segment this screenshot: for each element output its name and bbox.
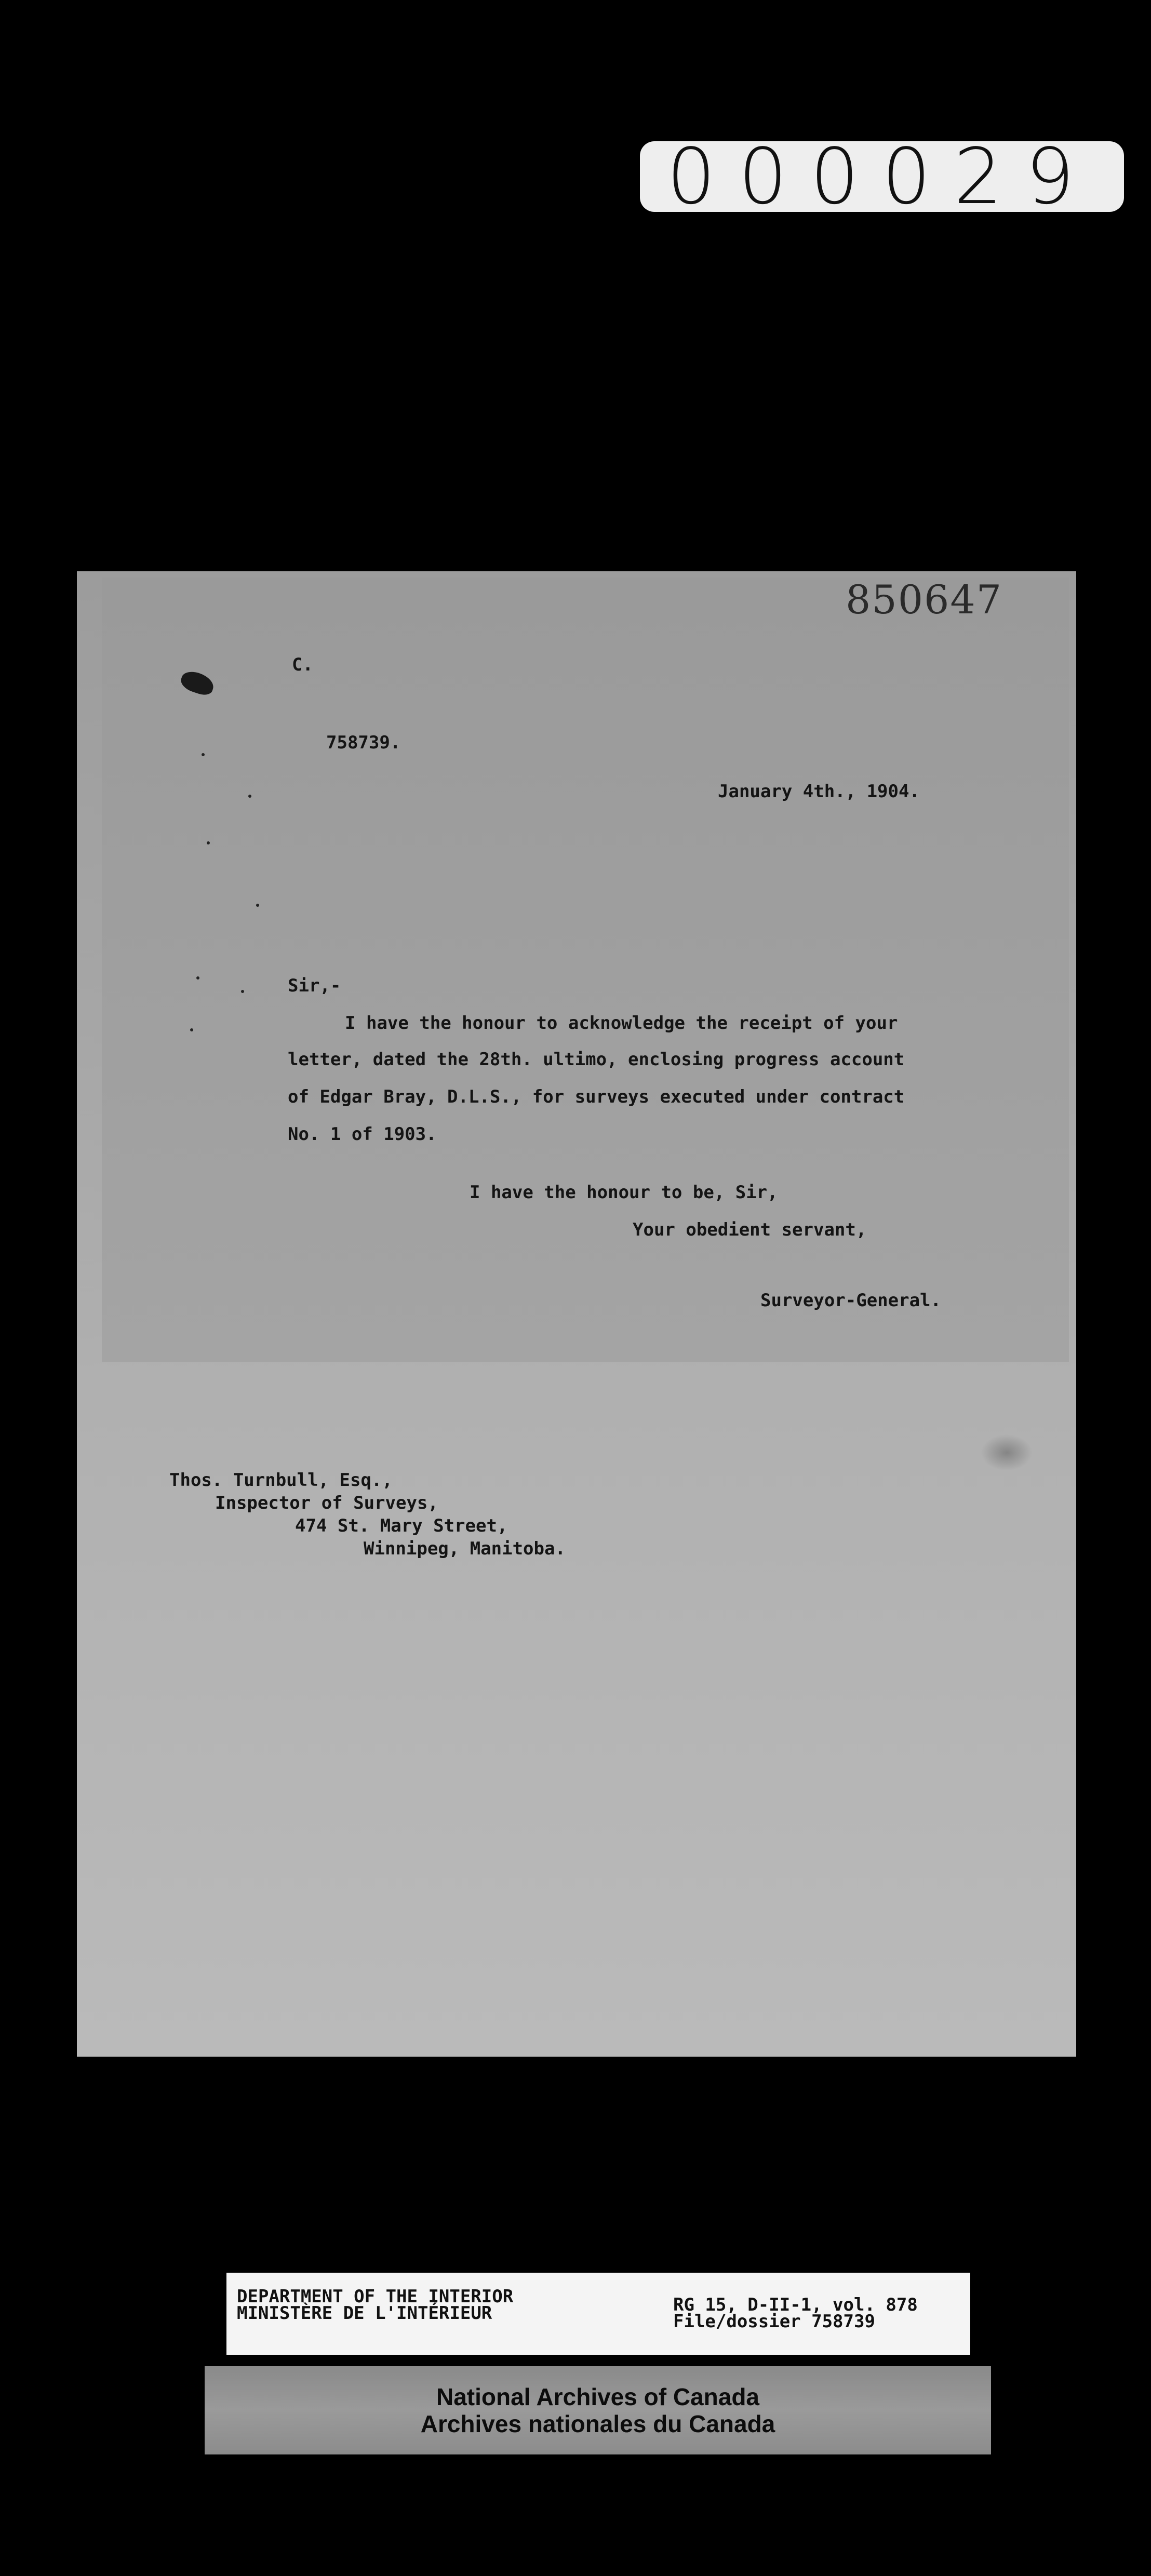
archive-reference: RG 15, D-II-1, vol. 878: [673, 2295, 918, 2315]
file-reference: File/dossier 758739: [673, 2311, 875, 2332]
archives-label: [205, 2366, 991, 2454]
addressee-street: 474 St. Mary Street,: [295, 1515, 508, 1536]
paper-speck: [241, 990, 244, 993]
body-line: of Edgar Bray, D.L.S., for surveys executed under contract: [288, 1086, 905, 1107]
closing-line: I have the honour to be, Sir,: [470, 1182, 778, 1203]
paper-speck: [196, 976, 199, 980]
paper-speck: [190, 1028, 193, 1031]
body-line: I have the honour to acknowledge the receipt of your: [345, 1013, 898, 1034]
archives-name-english: National Archives of Canada: [436, 2383, 759, 2410]
body-line: letter, dated the 28th. ultimo, enclosing progress account: [288, 1049, 905, 1070]
addressee-city: Winnipeg, Manitoba.: [364, 1538, 566, 1559]
letter-date: January 4th., 1904.: [718, 781, 920, 802]
paper-speck: [256, 904, 259, 907]
paper-speck: [248, 795, 251, 798]
department-french: MINISTÈRE DE L'INTÉRIEUR: [237, 2303, 492, 2324]
letter-paper: [77, 571, 1076, 2057]
addressee-title: Inspector of Surveys,: [215, 1493, 438, 1513]
paper-speck: [202, 753, 205, 756]
paper-blot: [981, 1434, 1033, 1471]
body-line: No. 1 of 1903.: [288, 1124, 437, 1145]
signature-line: Surveyor-General.: [760, 1290, 941, 1311]
division-code: C.: [292, 654, 313, 675]
salutation: Sir,-: [288, 975, 341, 996]
department-english: DEPARTMENT OF THE INTERIOR: [237, 2286, 514, 2307]
catalogue-label: [226, 2273, 970, 2355]
frame-number: 000029: [640, 141, 1124, 212]
addressee-name: Thos. Turnbull, Esq.,: [169, 1470, 393, 1491]
paper-speck: [207, 841, 210, 844]
stamp-number: 850647: [846, 576, 1003, 623]
file-number: 758739.: [326, 732, 401, 753]
archives-name-french: Archives nationales du Canada: [420, 2410, 775, 2437]
carbon-copy-sheet: [102, 578, 1069, 1362]
closing-line: Your obedient servant,: [633, 1219, 867, 1240]
